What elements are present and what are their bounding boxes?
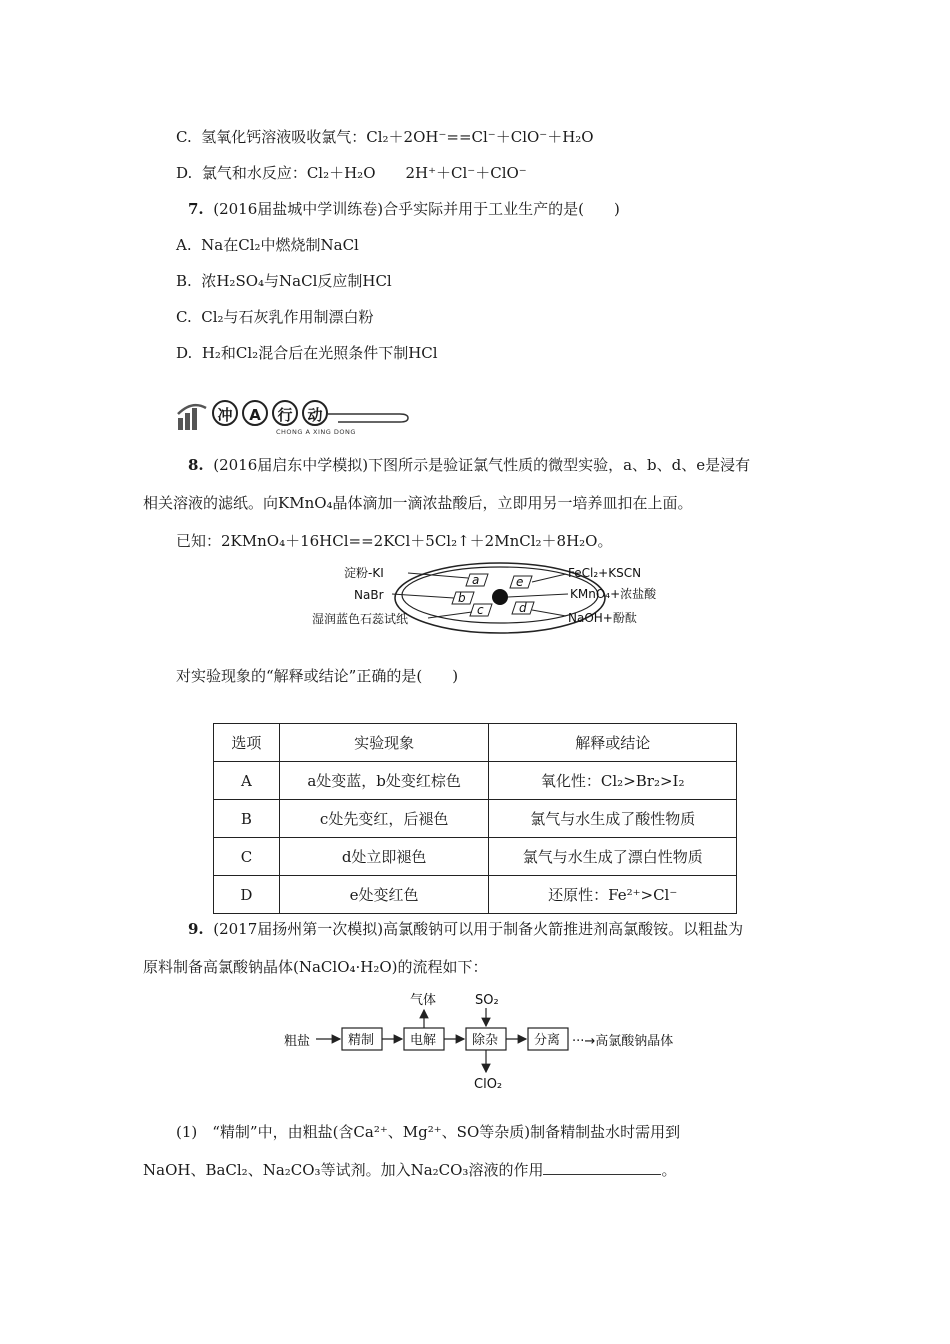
flow-step-2: 电解 — [410, 1033, 437, 1048]
flow-so2-label: SO₂ — [475, 993, 499, 1008]
table-cell: 氯气与水生成了酸性物质 — [489, 800, 737, 838]
flow-step-3: 除杂 — [472, 1033, 499, 1048]
answer-blank[interactable] — [543, 1160, 661, 1175]
table-row — [214, 838, 737, 876]
banner-char-xing: 行 — [272, 400, 298, 426]
table-header-cell: 实验现象 — [279, 724, 489, 762]
flow-step-1: 精制 — [348, 1033, 375, 1048]
q9-stem-line1: 9. (2017届扬州第一次模拟)高氯酸钠可以用于制备火箭推进剂高氯酸铵。以粗盐为 — [188, 920, 744, 938]
q8-stem-line2: 相关溶液的滤纸。向KMnO₄晶体滴加一滴浓盐酸后，立即用另一培养皿扣在上面。 — [143, 494, 693, 512]
label-nabr: NaBr — [354, 588, 384, 602]
q7-option-a: A. Na在Cl₂中燃烧制NaCl — [176, 236, 359, 254]
q7-stem: 7. (2016届盐城中学训练卷)合乎实际并用于工业生产的是( ) — [188, 200, 620, 218]
banner-pinyin: CHONG A XING DONG — [276, 428, 356, 436]
section-banner — [176, 398, 416, 438]
label-starch-ki: 淀粉-KI — [344, 566, 384, 580]
paper-e: e — [516, 575, 524, 589]
table-cell: e处变红色 — [279, 876, 489, 914]
flow-step-4: 分离 — [534, 1033, 561, 1048]
paper-a: a — [472, 573, 480, 587]
table-cell: 还原性：Fe²⁺>Cl⁻ — [489, 876, 737, 914]
table-cell: B — [214, 800, 280, 838]
paper-b: b — [458, 591, 466, 605]
paper-c: c — [477, 603, 484, 617]
table-cell: c处先变红，后褪色 — [279, 800, 489, 838]
table-row — [214, 762, 737, 800]
kmno4-crystal — [492, 589, 508, 605]
paper-d: d — [519, 601, 527, 615]
banner-char-a: A — [242, 400, 268, 426]
petri-dish-diagram — [300, 560, 700, 638]
label-kmno4-hcl: KMnO₄+浓盐酸 — [570, 587, 657, 601]
table-cell: 氯气与水生成了漂白性物质 — [489, 838, 737, 876]
q8-known-equation: 已知：2KMnO₄＋16HCl==2KCl＋5Cl₂↑＋2MnCl₂＋8H₂O。 — [176, 532, 613, 550]
label-litmus-paper: 湿润蓝色石蕊试纸 — [312, 612, 409, 626]
q7-option-d: D. H₂和Cl₂混合后在光照条件下制HCl — [176, 344, 438, 362]
table-row — [214, 800, 737, 838]
label-naoh-phenol: NaOH+酚酞 — [568, 611, 637, 625]
banner-tail-line — [328, 408, 414, 424]
flow-end-label: ···→高氯酸钠晶体 — [572, 1034, 674, 1049]
q7-option-c: C. Cl₂与石灰乳作用制漂白粉 — [176, 308, 374, 326]
table-header-cell: 选项 — [214, 724, 280, 762]
flow-clo2-label: ClO₂ — [474, 1077, 503, 1092]
q9-part1-line1: (1) “精制”中，由粗盐(含Ca²⁺、Mg²⁺、SO等杂质)制备精制盐水时需用到 — [176, 1123, 681, 1141]
q8-question: 对实验现象的“解释或结论”正确的是( ) — [176, 667, 459, 685]
q6-option-c: C. 氢氧化钙溶液吸收氯气：Cl₂＋2OH⁻==Cl⁻＋ClO⁻＋H₂O — [176, 128, 594, 146]
q8-stem-line1: 8. (2016届启东中学模拟)下图所示是验证氯气性质的微型实验，a、b、d、e是浸有 — [188, 456, 751, 474]
q8-answer-table — [213, 723, 737, 914]
table-row — [214, 876, 737, 914]
flow-start-label: 粗盐 — [284, 1034, 311, 1049]
table-cell: 氧化性：Cl₂>Br₂>I₂ — [489, 762, 737, 800]
banner-char-dong: 动 — [302, 400, 328, 426]
banner-char-chong: 冲 — [212, 400, 238, 426]
table-header-cell: 解释或结论 — [489, 724, 737, 762]
q9-part1-line2: NaOH、BaCl₂、Na₂CO₃等试剂。加入Na₂CO₃溶液的作用 。 — [143, 1161, 677, 1179]
q7-option-b: B. 浓H₂SO₄与NaCl反应制HCl — [176, 272, 392, 290]
table-cell: d处立即褪色 — [279, 838, 489, 876]
flow-gas-label: 气体 — [410, 993, 437, 1008]
table-cell: D — [214, 876, 280, 914]
label-fecl2-kscn: FeCl₂+KSCN — [568, 566, 642, 580]
table-cell: a处变蓝，b处变红棕色 — [279, 762, 489, 800]
table-cell: C — [214, 838, 280, 876]
q6-option-d: D. 氯气和水反应：Cl₂＋H₂O 2H⁺＋Cl⁻＋ClO⁻ — [176, 164, 527, 182]
q9-stem-line2: 原料制备高氯酸钠晶体(NaClO₄·H₂O)的流程如下： — [143, 958, 488, 976]
process-flow-diagram — [282, 990, 702, 1094]
table-header-row — [214, 724, 737, 762]
table-cell: A — [214, 762, 280, 800]
bar-chart-logo-icon — [176, 402, 208, 432]
